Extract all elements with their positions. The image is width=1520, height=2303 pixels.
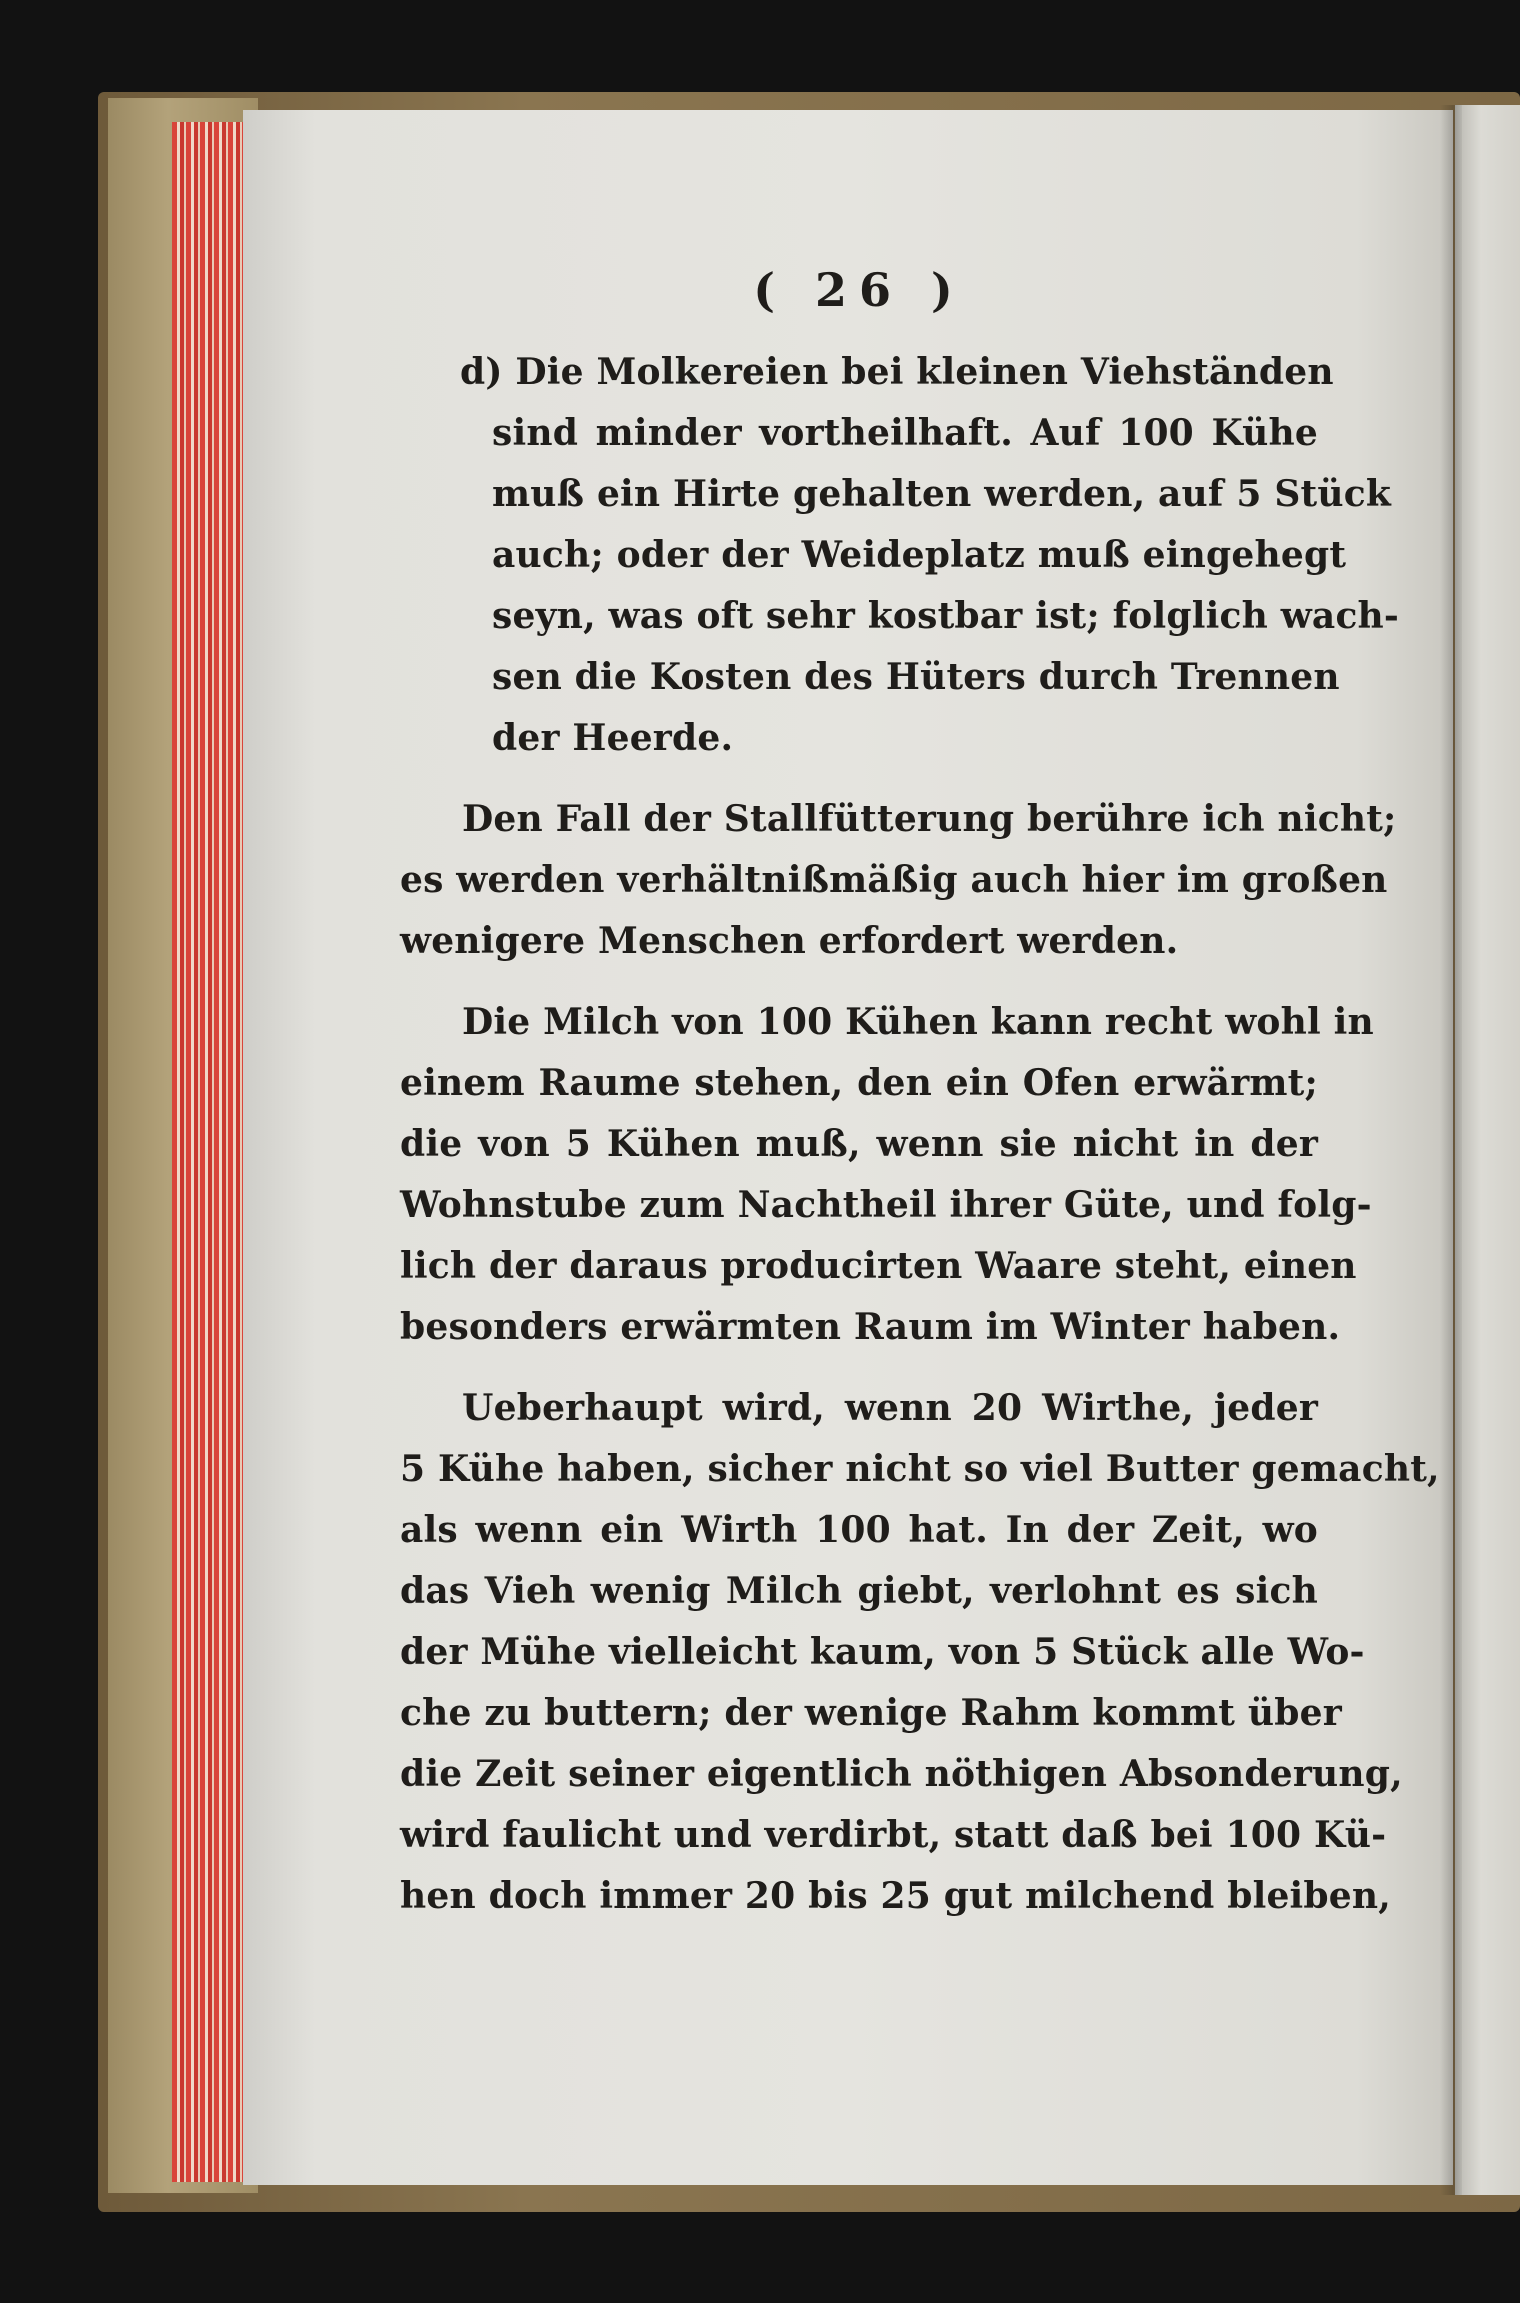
text-line: es werden verhältnißmäßig auch hier im großen — [400, 859, 1388, 901]
paragraph-milch — [400, 992, 1374, 1358]
page-text — [400, 258, 1440, 1927]
text-line: Wohnstube zum Nachtheil ihrer Güte, und folg- — [400, 1184, 1372, 1226]
paragraph-ueberhaupt — [400, 1378, 1440, 1927]
text-line: besonders erwärmten Raum im Winter haben. — [400, 1306, 1341, 1348]
paragraph-d — [400, 342, 1400, 769]
text-line: das Vieh wenig Milch giebt, verlohnt es sich — [400, 1570, 1318, 1612]
text-line: 5 Kühe haben, sicher nicht so viel Butter gemacht, — [400, 1448, 1440, 1490]
text-line: der Mühe vielleicht kaum, von 5 Stück alle Wo- — [400, 1631, 1365, 1673]
page-number: ( 26 ) — [753, 263, 965, 317]
text-line: wenigere Menschen erfordert werden. — [400, 920, 1179, 962]
text-line: sen die Kosten des Hüters durch Trennen — [492, 656, 1340, 698]
text-line: einem Raume stehen, den ein Ofen erwärmt; — [400, 1062, 1318, 1104]
text-line: auch; oder der Weideplatz muß eingehegt — [492, 534, 1347, 576]
text-line: die Zeit seiner eigentlich nöthigen Absonderung, — [400, 1753, 1403, 1795]
text-line: lich der daraus producirten Waare steht, einen — [400, 1245, 1357, 1287]
text-line: Die Milch von 100 Kühen kann recht wohl in — [462, 1001, 1374, 1043]
text-line: hen doch immer 20 bis 25 gut milchend bleiben, — [400, 1875, 1392, 1917]
gutter-shadow — [1440, 105, 1462, 2195]
red-sprinkled-edge — [172, 122, 244, 2182]
text-line: Ueberhaupt wird, wenn 20 Wirthe, jeder — [462, 1387, 1318, 1429]
text-line: wird faulicht und verdirbt, statt daß bei 100 Kü- — [400, 1814, 1387, 1856]
text-line: der Heerde. — [492, 717, 734, 759]
text-line: Den Fall der Stallfütterung berühre ich nicht; — [462, 798, 1397, 840]
text-line: die von 5 Kühen muß, wenn sie nicht in der — [400, 1123, 1318, 1165]
text-line: che zu buttern; der wenige Rahm kommt über — [400, 1692, 1342, 1734]
paragraph-stallfuetterung — [400, 789, 1397, 972]
text-line: muß ein Hirte gehalten werden, auf 5 Stück — [492, 473, 1391, 515]
text-line: seyn, was oft sehr kostbar ist; folglich wach- — [492, 595, 1400, 637]
text-line: als wenn ein Wirth 100 hat. In der Zeit, wo — [400, 1509, 1318, 1551]
facing-page-edge — [1455, 105, 1520, 2195]
text-line: sind minder vortheilhaft. Auf 100 Kühe — [492, 412, 1318, 454]
text-line: d) Die Molkereien bei kleinen Viehständen — [460, 351, 1334, 393]
